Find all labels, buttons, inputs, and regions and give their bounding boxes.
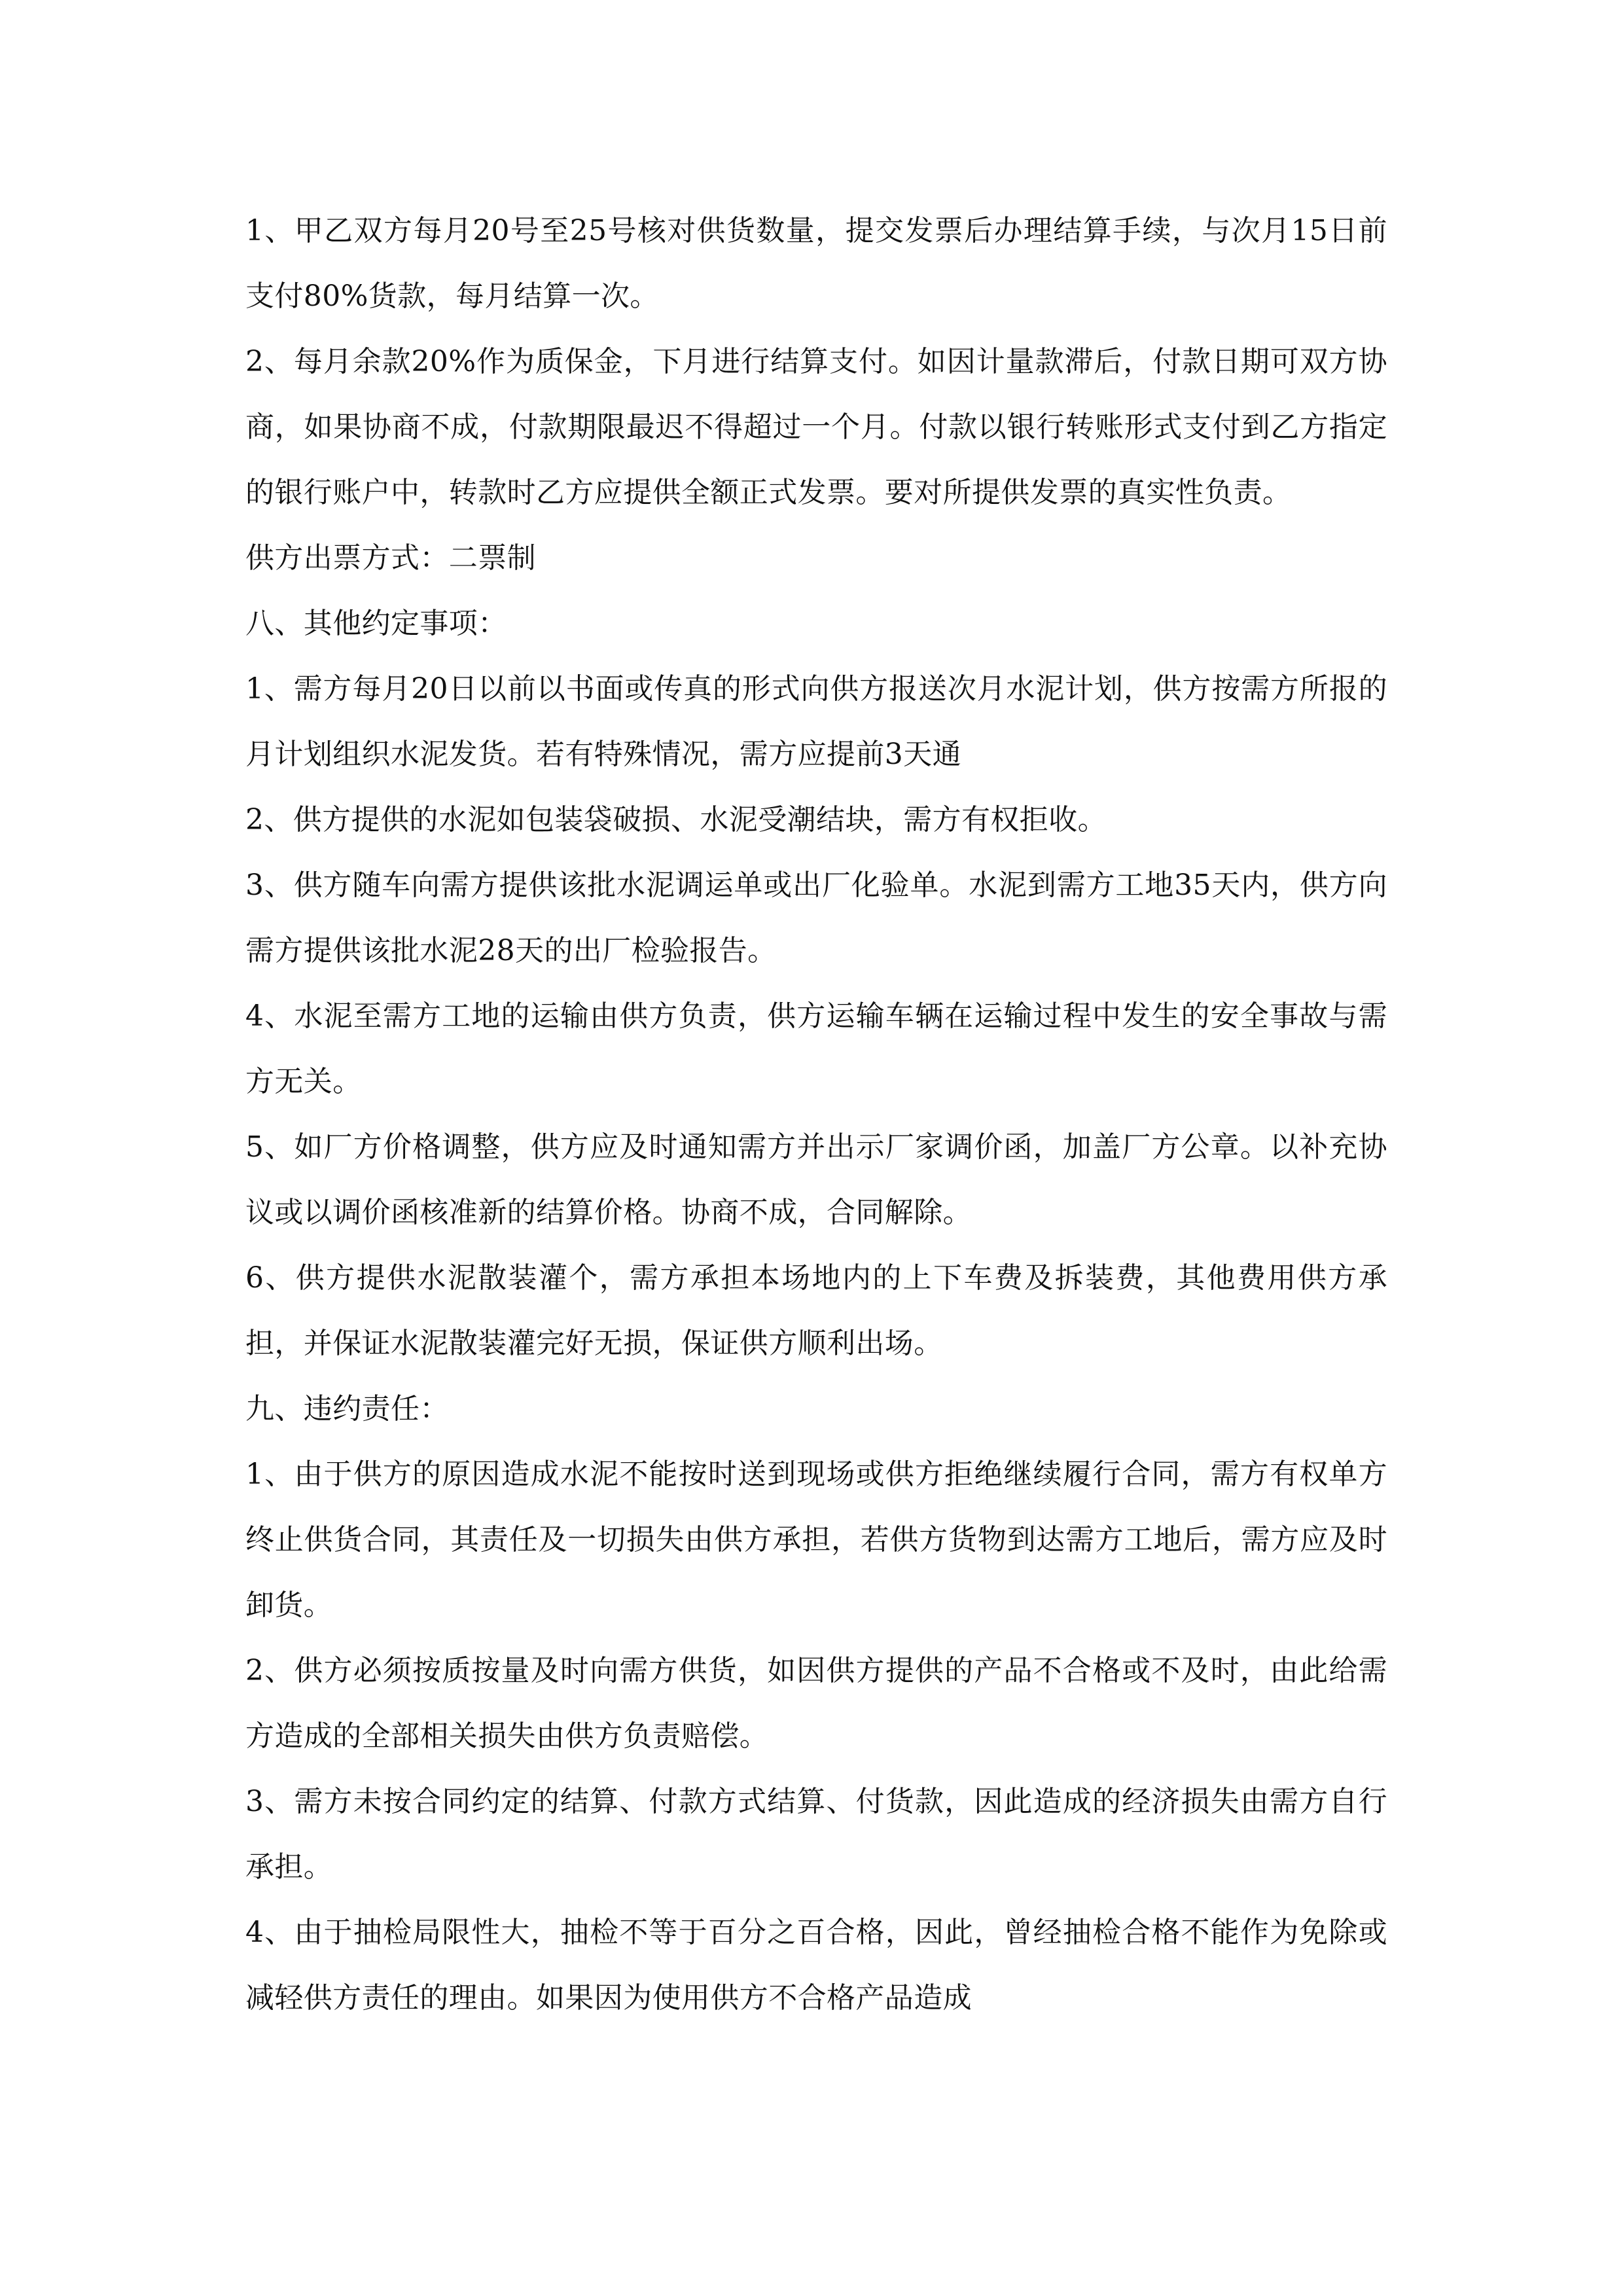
clause-settlement-2: 2、每月余款20%作为质保金，下月进行结算支付。如因计量款滞后，付款日期可双方协商，如果协商不成，付款期限最迟不得超过一个月。付款以银行转账形式支付到乙方指定的银行账户中，转款时乙方应提供全额正式发票。要对所提供发票的真实性负责。 xyxy=(245,345,1387,509)
section-heading-other-terms: 八、其他约定事项： xyxy=(245,607,507,640)
clause-other-1: 1、需方每月20日以前以书面或传真的形式向供方报送次月水泥计划，供方按需方所报的月计划组织水泥发货。若有特殊情况，需方应提前3天通 xyxy=(245,672,1387,771)
clause-liability-3: 3、需方未按合同约定的结算、付款方式结算、付货款，因此造成的经济损失由需方自行承担。 xyxy=(245,1785,1387,1884)
document-body xyxy=(245,198,1387,2031)
invoice-method: 供方出票方式：二票制 xyxy=(245,541,536,575)
clause-other-4: 4、水泥至需方工地的运输由供方负责，供方运输车辆在运输过程中发生的安全事故与需方无关。 xyxy=(245,999,1387,1098)
clause-other-2: 2、供方提供的水泥如包装袋破损、水泥受潮结块，需方有权拒收。 xyxy=(245,803,1107,836)
clause-other-3: 3、供方随车向需方提供该批水泥调运单或出厂化验单。水泥到需方工地35天内，供方向需方提供该批水泥28天的出厂检验报告。 xyxy=(245,869,1387,967)
clause-liability-4: 4、由于抽检局限性大，抽检不等于百分之百合格，因此，曾经抽检合格不能作为免除或减轻供方责任的理由。如果因为使用供方不合格产品造成 xyxy=(245,1916,1387,2015)
section-heading-liability: 九、违约责任： xyxy=(245,1392,449,1426)
clause-other-5: 5、如厂方价格调整，供方应及时通知需方并出示厂家调价函，加盖厂方公章。以补充协议或以调价函核准新的结算价格。协商不成，合同解除。 xyxy=(245,1130,1387,1229)
clause-other-6: 6、供方提供水泥散装灌个，需方承担本场地内的上下车费及拆装费，其他费用供方承担，并保证水泥散装灌完好无损，保证供方顺利出场。 xyxy=(245,1261,1387,1360)
clause-liability-1: 1、由于供方的原因造成水泥不能按时送到现场或供方拒绝继续履行合同，需方有权单方终止供货合同，其责任及一切损失由供方承担，若供方货物到达需方工地后，需方应及时卸货。 xyxy=(245,1458,1387,1622)
clause-settlement-1: 1、甲乙双方每月20号至25号核对供货数量，提交发票后办理结算手续，与次月15日前支付80%货款，每月结算一次。 xyxy=(245,214,1387,313)
clause-liability-2: 2、供方必须按质按量及时向需方供货，如因供方提供的产品不合格或不及时，由此给需方造成的全部相关损失由供方负责赔偿。 xyxy=(245,1654,1387,1753)
